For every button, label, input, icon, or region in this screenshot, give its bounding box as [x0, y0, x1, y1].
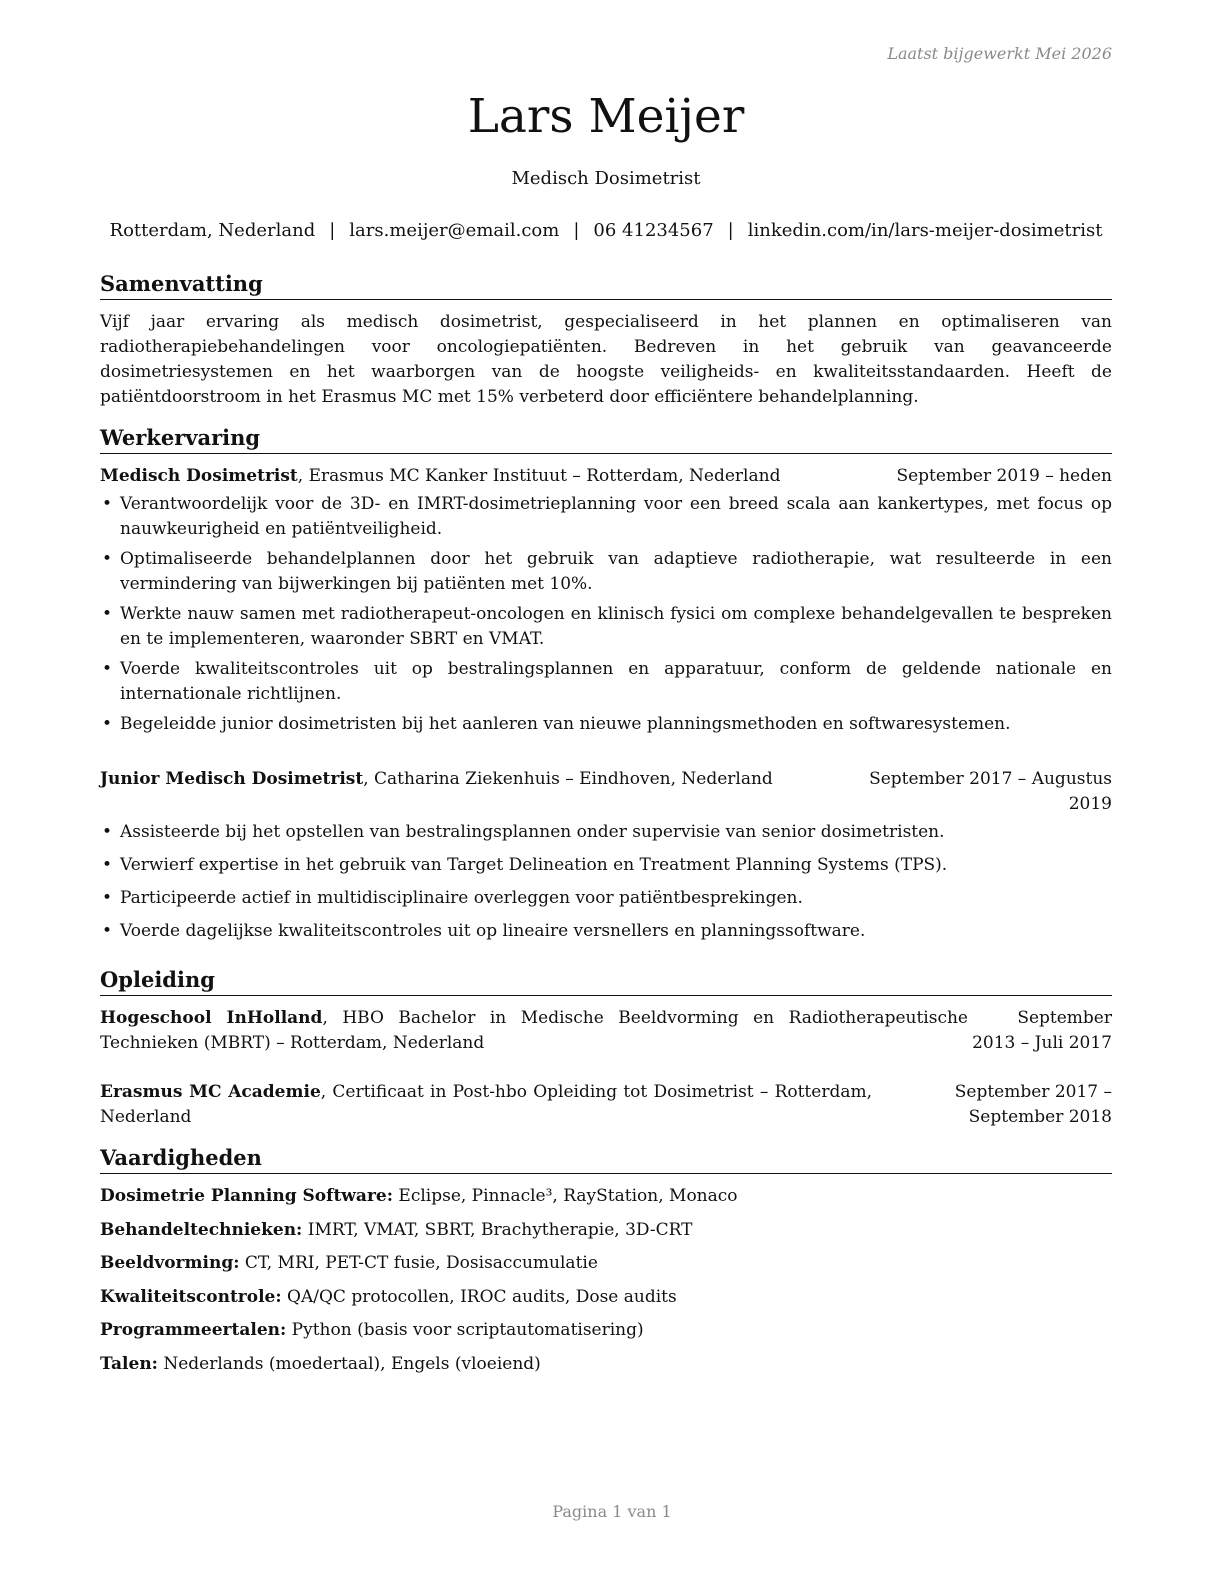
page-number: Pagina 1 van 1 [552, 1502, 672, 1521]
education-entry [100, 1080, 1112, 1130]
job-dates: September 2017 – Augustus 2019 [869, 769, 1112, 814]
skill-value: IMRT, VMAT, SBRT, Brachytherapie, 3D-CRT [302, 1219, 693, 1240]
skill-value: CT, MRI, PET-CT fusie, Dosisaccumulatie [239, 1253, 598, 1273]
skill-label: Dosimetrie Planning Software: [100, 1186, 393, 1206]
list-item-text: Verantwoordelijk voor de 3D- en IMRT-dosimetrieplanning voor een breed scala aan kankertypes, met focus op nauwkeurigheid en patiëntveiligheid. [120, 494, 1112, 539]
education-detail: , Certificaat in Post-hbo Opleiding tot Dosimetrist – Rotterdam, Nederland [100, 1082, 872, 1127]
skill-label: Kwaliteitscontrole: [100, 1286, 282, 1307]
bullet-icon: • [102, 714, 113, 734]
list-item-text: Participeerde actief in multidisciplinaire overleggen voor patiëntbesprekingen. [120, 888, 803, 908]
job-bullets [100, 492, 1112, 737]
job-title: Medisch Dosimetrist [511, 168, 701, 189]
skill-label: Behandeltechnieken: [100, 1219, 303, 1240]
education-dates: September 2013 – Juli 2017 [972, 1008, 1112, 1053]
bullet-icon: • [102, 921, 113, 941]
section-heading-education: Opleiding [100, 966, 1112, 996]
skill-value: Nederlands (moedertaal), Engels (vloeiend) [157, 1353, 541, 1374]
list-item-text: Begeleidde junior dosimetristen bij het aanleren van nieuwe planningsmethoden en softwaresystemen. [120, 714, 1011, 734]
list-item [100, 492, 1112, 542]
list-item-text: Werkte nauw samen met radiotherapeut-oncologen en klinisch fysici om complexe behandelgevallen te bespreken en te implementeren, waaronder SBRT en VMAT. [120, 604, 1112, 649]
list-item [100, 919, 1112, 944]
spacer [100, 749, 1112, 767]
contact-separator: | [727, 220, 734, 241]
resume-page [100, 0, 1112, 1584]
list-item [100, 712, 1112, 737]
skill-row [100, 1184, 1112, 1209]
job-bullets [100, 820, 1112, 944]
skill-row [100, 1251, 1112, 1276]
list-item-text: Assisteerde bij het opstellen van bestralingsplannen onder supervisie van senior dosimetristen. [120, 822, 945, 842]
education-school-detail [100, 1080, 876, 1130]
job-role: Junior Medisch Dosimetrist [100, 769, 364, 789]
list-item [100, 886, 1112, 911]
job-role-org [100, 767, 862, 792]
skill-row [100, 1285, 1112, 1310]
contact-separator: | [573, 220, 580, 241]
job-header [100, 767, 1112, 817]
skill-label: Programmeertalen: [100, 1320, 287, 1340]
resume-content [100, 270, 1112, 1385]
list-item [100, 820, 1112, 845]
contact-linkedin[interactable]: linkedin.com/in/lars-meijer-dosimetrist [747, 220, 1103, 241]
list-item-text: Verwierf expertise in het gebruik van Target Delineation en Treatment Planning Systems (TPS). [120, 855, 948, 875]
job-role-org [100, 464, 890, 489]
bullet-icon: • [102, 822, 113, 842]
skill-row [100, 1218, 1112, 1243]
list-item [100, 657, 1112, 707]
skill-label: Beeldvorming: [100, 1253, 240, 1273]
bullet-icon: • [102, 604, 113, 624]
contact-separator: | [329, 220, 336, 241]
bullet-icon: • [102, 549, 113, 569]
list-item-text: Optimaliseerde behandelplannen door het gebruik van adaptieve radiotherapie, wat resulteerde in een vermindering van bijwerkingen bij patiënten met 10%. [120, 549, 1112, 594]
section-heading-skills: Vaardigheden [100, 1144, 1112, 1174]
skill-value: Eclipse, Pinnacle³, RayStation, Monaco [393, 1186, 738, 1206]
list-item-text: Voerde kwaliteitscontroles uit op bestralingsplannen en apparatuur, conform de geldende nationale en internationale richtlijnen. [120, 659, 1112, 704]
skill-value: Python (basis voor scriptautomatisering) [286, 1320, 644, 1340]
list-item [100, 853, 1112, 878]
spacer [100, 956, 1112, 966]
bullet-icon: • [102, 888, 113, 908]
job-organization: , Catharina Ziekenhuis – Eindhoven, Nederland [363, 769, 773, 789]
job-dates: September 2019 – heden [896, 466, 1112, 486]
job-header [100, 464, 1112, 489]
contact-location: Rotterdam, Nederland [109, 220, 316, 241]
education-entry [100, 1006, 1112, 1056]
list-item-text: Voerde dagelijkse kwaliteitscontroles uit op lineaire versnellers en planningssoftware. [120, 921, 866, 941]
last-updated: Laatst bijgewerkt Mei 2026 [887, 44, 1112, 63]
job-role: Medisch Dosimetrist [100, 466, 298, 486]
section-heading-summary: Samenvatting [100, 270, 1112, 300]
list-item [100, 602, 1112, 652]
education-school: Hogeschool InHolland [100, 1008, 323, 1028]
education-detail: , HBO Bachelor in Medische Beeldvorming en Radiotherapeutische Technieken (MBRT) – Rotterdam, Nederland [100, 1008, 968, 1053]
bullet-icon: • [102, 494, 113, 514]
education-school: Erasmus MC Academie [100, 1082, 321, 1102]
bullet-icon: • [102, 659, 113, 679]
candidate-name: Lars Meijer [467, 89, 745, 144]
bullet-icon: • [102, 855, 113, 875]
skill-row [100, 1318, 1112, 1343]
list-item [100, 547, 1112, 597]
skill-row [100, 1352, 1112, 1377]
job-entry [100, 767, 1112, 944]
education-school-detail [100, 1006, 972, 1056]
contact-line [100, 219, 1112, 243]
skill-label: Talen: [100, 1353, 158, 1374]
skill-value: QA/QC protocollen, IROC audits, Dose audits [281, 1286, 677, 1307]
section-heading-experience: Werkervaring [100, 424, 1112, 454]
job-entry [100, 464, 1112, 737]
education-dates: September 2017 – September 2018 [954, 1082, 1112, 1127]
contact-phone[interactable]: 06 41234567 [593, 220, 714, 241]
job-organization: , Erasmus MC Kanker Instituut – Rotterdam, Nederland [297, 466, 781, 486]
summary-text: Vijf jaar ervaring als medisch dosimetrist, gespecialiseerd in het plannen en optimaliseren van radiotherapiebehandelingen voor oncologiepatiënten. Bedreven in het gebruik van geavanceerde dosimetriesystemen en het waarborgen van de hoogste veiligheids- en kwaliteitsstandaarden. Heeft de patiëntdoorstroom in het Erasmus MC met 15% verbeterd door efficiëntere behandelplanning. [100, 312, 1112, 407]
contact-email[interactable]: lars.meijer@email.com [349, 220, 560, 241]
